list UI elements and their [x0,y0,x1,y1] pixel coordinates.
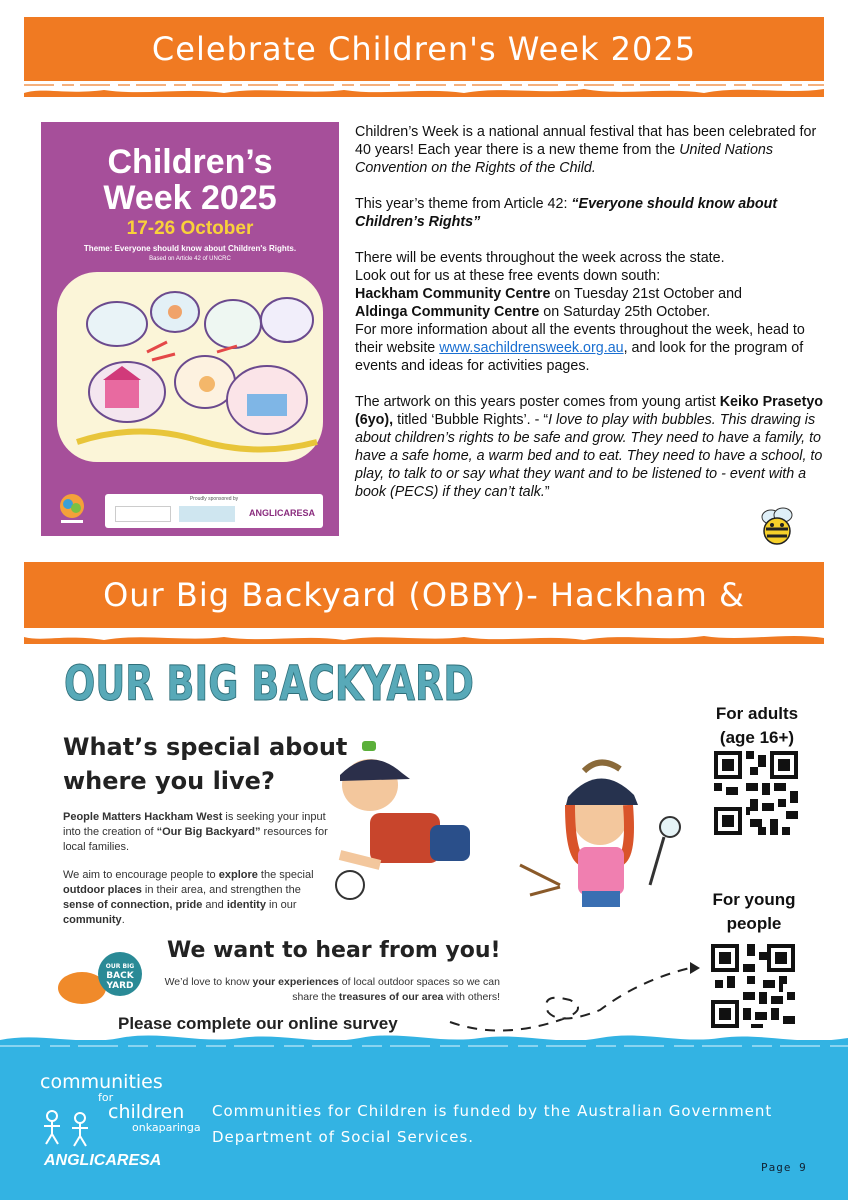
poster-title: Children’s Week 2025 [103,143,277,217]
childrens-week-logo [57,492,87,528]
qr-code-adults[interactable] [714,751,798,835]
page-number: Page 9 [761,1161,807,1174]
section-banner-obby [24,562,824,680]
intro-paragraph-4: The artwork on this years poster comes from young artist Keiko Prasetyo (6yo), titled ‘Bubble Rights’. - “I love to play with bubbles. This drawing is about children’s rights to be safe and grow. They need to have a family, to have a safe home, a warm bed and to eat. They need to have a school, to play, to talk to or say what they want and to be listened to - event with a book (PECS) if they can’t talk.” [355,394,824,500]
sponsor-strip [105,494,323,528]
banner-title: Celebrate Children's Week 2025 [151,30,697,68]
survey-invite-text: We’d love to know your experiences of local outdoor spaces so we can share the treasures of our area with others! [164,976,500,1003]
survey-intro-paragraph: People Matters Hackham West is seeking your input into the creation of “Our Big Backyard” resources for local families. [63,811,328,853]
sponsor-label: Proudly sponsored by [189,496,239,502]
poster-dates: 17-26 October [126,218,254,239]
section-banner-childrens-week [24,17,824,97]
brush-edge-decoration [24,628,824,644]
poster-based-on: Based on Article 42 of UNCRC [149,256,231,262]
svg-text:BACK: BACK [106,971,134,981]
qr-adults-label: For adults (age 16+) [715,704,799,747]
banner-title: Our Big Backyard (OBBY)- Hackham & surrounds [103,576,745,680]
intro-paragraph-3: There will be events throughout the week across the state. Look out for us at these free events down south: Hackham Community Centre on Tuesday 21st October and Aldinga Community Centre on Saturday 25th October. For more information about all the events throughout the week, head to their website www.sachildrensweek.org.au, and look for the program of events and ideas for activities pages. [355,250,805,374]
funding-statement: Communities for Children is funded by the Australian Government Department of Social Services. [212,1102,773,1146]
bee-icon [757,505,797,547]
children-exploring-illustration [320,735,690,935]
intro-paragraph-1: Children’s Week is a national annual festival that has been celebrated for 40 years! Each year there is a new theme from the United Nations Convention on the Rights of the Child. [355,124,817,176]
brush-edge-decoration [24,81,824,97]
qr-code-young-people[interactable] [711,944,795,1028]
children-stick-figures-icon [40,1108,104,1148]
anglicare-sa-logo: ANGLICARESA [44,1152,162,1169]
qr-young-people-label: For young people [712,890,796,933]
bubble-rights-artwork [57,272,323,462]
anglicare-logo: ANGLICARESA [248,508,315,518]
obby-logo-text: OUR BIG BACKYARD [64,656,474,710]
our-big-backyard-logo [62,652,480,710]
want-to-hear-heading: We want to hear from you! [167,938,501,963]
partner-logo [179,506,235,522]
survey-aim-paragraph: We aim to encourage people to explore the special outdoor places in their area, and strengthen the sense of connection, pride and identity in our community. [63,869,314,926]
government-logo [115,506,171,522]
survey-heading: What’s special about where you live? [63,733,348,795]
communities-for-children-logo: communities for children onkaparinga [40,1071,201,1134]
footer-wave-edge [0,1026,848,1056]
childrens-week-description [355,123,825,519]
complete-survey-call: Please complete our online survey [118,1014,398,1033]
svg-text:OUR BIG: OUR BIG [105,963,135,970]
poster-theme: Theme: Everyone should know about Children's Rights. [83,244,297,253]
svg-text:YARD: YARD [106,981,134,991]
obby-badge-with-hedgehog [58,950,158,1010]
website-link[interactable]: www.sachildrensweek.org.au [439,340,624,356]
childrens-week-poster [41,122,339,536]
intro-paragraph-2: This year’s theme from Article 42: “Everyone should know about Children’s Rights” [355,196,778,230]
